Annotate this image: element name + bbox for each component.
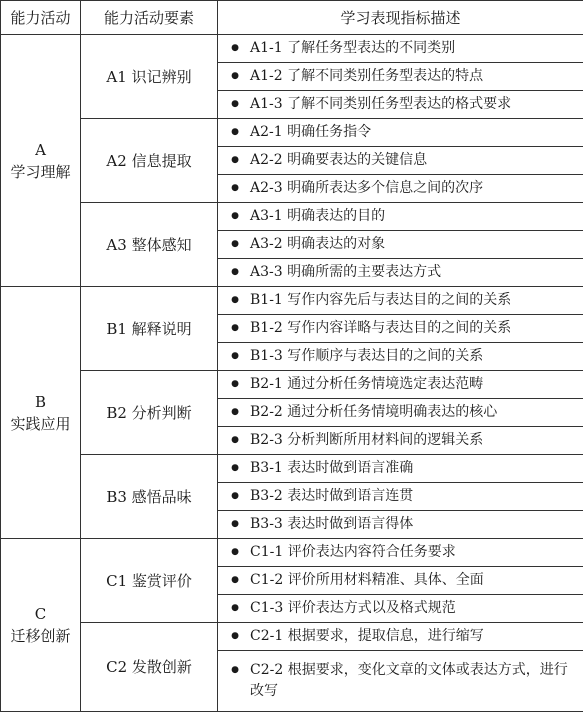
indicator-cell — [218, 371, 583, 399]
indicator-cell — [218, 651, 583, 712]
table-row — [1, 455, 583, 483]
element-cell: B1 解释说明 — [81, 287, 218, 371]
element-cell: A3 整体感知 — [81, 203, 218, 287]
indicator-text: A3-3 明确所需的主要表达方式 — [246, 262, 579, 283]
indicator-cell — [218, 399, 583, 427]
activity-code: C — [1, 603, 80, 625]
element-cell: A2 信息提取 — [81, 119, 218, 203]
bullet-icon: ● — [224, 38, 246, 59]
activity-name: 实践应用 — [1, 413, 80, 435]
bullet-icon: ● — [224, 570, 246, 591]
bullet-icon: ● — [224, 94, 246, 115]
bullet-icon: ● — [224, 430, 246, 451]
activity-code: B — [1, 391, 80, 413]
bullet-icon: ● — [224, 122, 246, 143]
bullet-icon: ● — [224, 290, 246, 311]
element-cell: A1 识记辨别 — [81, 35, 218, 119]
activity-code: A — [1, 139, 80, 161]
indicator-text: B2-2 通过分析任务情境明确表达的核心 — [246, 402, 579, 423]
indicator-cell — [218, 315, 583, 343]
bullet-icon: ● — [224, 458, 246, 479]
activity-cell-b — [1, 287, 81, 539]
element-cell: B3 感悟品味 — [81, 455, 218, 539]
table-row — [1, 623, 583, 651]
bullet-icon: ● — [224, 178, 246, 199]
bullet-icon: ● — [224, 66, 246, 87]
indicator-cell — [218, 287, 583, 315]
indicator-text: A2-3 明确所表达多个信息之间的次序 — [246, 178, 579, 199]
indicator-cell — [218, 343, 583, 371]
table-row — [1, 371, 583, 399]
indicator-cell — [218, 483, 583, 511]
indicator-cell — [218, 511, 583, 539]
table-row — [1, 203, 583, 231]
activity-cell-a — [1, 35, 81, 287]
indicator-text: A1-1 了解任务型表达的不同类别 — [246, 38, 579, 59]
element-cell: C2 发散创新 — [81, 623, 218, 712]
indicator-text: C1-1 评价表达内容符合任务要求 — [246, 542, 579, 563]
indicator-text: B2-3 分析判断所用材料间的逻辑关系 — [246, 430, 579, 451]
indicator-text: B2-1 通过分析任务情境选定表达范畴 — [246, 374, 579, 395]
bullet-icon: ● — [224, 262, 246, 283]
indicator-text: A2-2 明确要表达的关键信息 — [246, 150, 579, 171]
bullet-icon: ● — [224, 486, 246, 507]
indicator-cell — [218, 623, 583, 651]
bullet-icon: ● — [224, 318, 246, 339]
indicator-text: A3-2 明确表达的对象 — [246, 234, 579, 255]
table-row — [1, 119, 583, 147]
bullet-icon: ● — [224, 542, 246, 563]
indicator-cell — [218, 259, 583, 287]
indicator-text: C2-2 根据要求，变化文章的文体或表达方式，进行改写 — [246, 660, 579, 702]
indicator-cell — [218, 567, 583, 595]
indicator-text: B1-2 写作内容详略与表达目的之间的关系 — [246, 318, 579, 339]
indicator-cell — [218, 147, 583, 175]
table-row — [1, 287, 583, 315]
indicator-text: C1-3 评价表达方式以及格式规范 — [246, 598, 579, 619]
indicator-cell — [218, 119, 583, 147]
indicator-text: A2-1 明确任务指令 — [246, 122, 579, 143]
indicator-cell — [218, 231, 583, 259]
indicator-text: B1-3 写作顺序与表达目的之间的关系 — [246, 346, 579, 367]
bullet-icon: ● — [224, 346, 246, 367]
bullet-icon: ● — [224, 598, 246, 619]
table-row — [1, 35, 583, 63]
indicator-text: A1-3 了解不同类别任务型表达的格式要求 — [246, 94, 579, 115]
indicator-cell — [218, 91, 583, 119]
bullet-icon: ● — [224, 234, 246, 255]
indicator-text: B3-2 表达时做到语言连贯 — [246, 486, 579, 507]
activity-cell-c — [1, 539, 81, 712]
indicator-text: A1-2 了解不同类别任务型表达的特点 — [246, 66, 579, 87]
indicator-cell — [218, 63, 583, 91]
bullet-icon: ● — [224, 402, 246, 423]
indicator-cell — [218, 427, 583, 455]
indicator-text: B1-1 写作内容先后与表达目的之间的关系 — [246, 290, 579, 311]
indicator-cell — [218, 35, 583, 63]
indicator-text: A3-1 明确表达的目的 — [246, 206, 579, 227]
indicator-cell — [218, 595, 583, 623]
bullet-icon: ● — [224, 374, 246, 395]
element-cell: B2 分析判断 — [81, 371, 218, 455]
header-row — [1, 1, 583, 35]
table-row — [1, 539, 583, 567]
bullet-icon: ● — [224, 660, 246, 681]
activity-name: 迁移创新 — [1, 625, 80, 647]
bullet-icon: ● — [224, 150, 246, 171]
activity-name: 学习理解 — [1, 161, 80, 183]
indicator-text: B3-3 表达时做到语言得体 — [246, 514, 579, 535]
bullet-icon: ● — [224, 514, 246, 535]
header-element: 能力活动要素 — [81, 1, 218, 35]
indicator-cell — [218, 175, 583, 203]
header-description: 学习表现指标描述 — [218, 1, 583, 35]
indicator-text: C2-1 根据要求，提取信息，进行缩写 — [246, 626, 579, 647]
element-cell: C1 鉴赏评价 — [81, 539, 218, 623]
header-activity: 能力活动 — [1, 1, 81, 35]
indicator-text: C1-2 评价所用材料精准、具体、全面 — [246, 570, 579, 591]
indicator-cell — [218, 539, 583, 567]
indicator-cell — [218, 455, 583, 483]
bullet-icon: ● — [224, 626, 246, 647]
indicator-text: B3-1 表达时做到语言准确 — [246, 458, 579, 479]
indicator-cell — [218, 203, 583, 231]
bullet-icon: ● — [224, 206, 246, 227]
